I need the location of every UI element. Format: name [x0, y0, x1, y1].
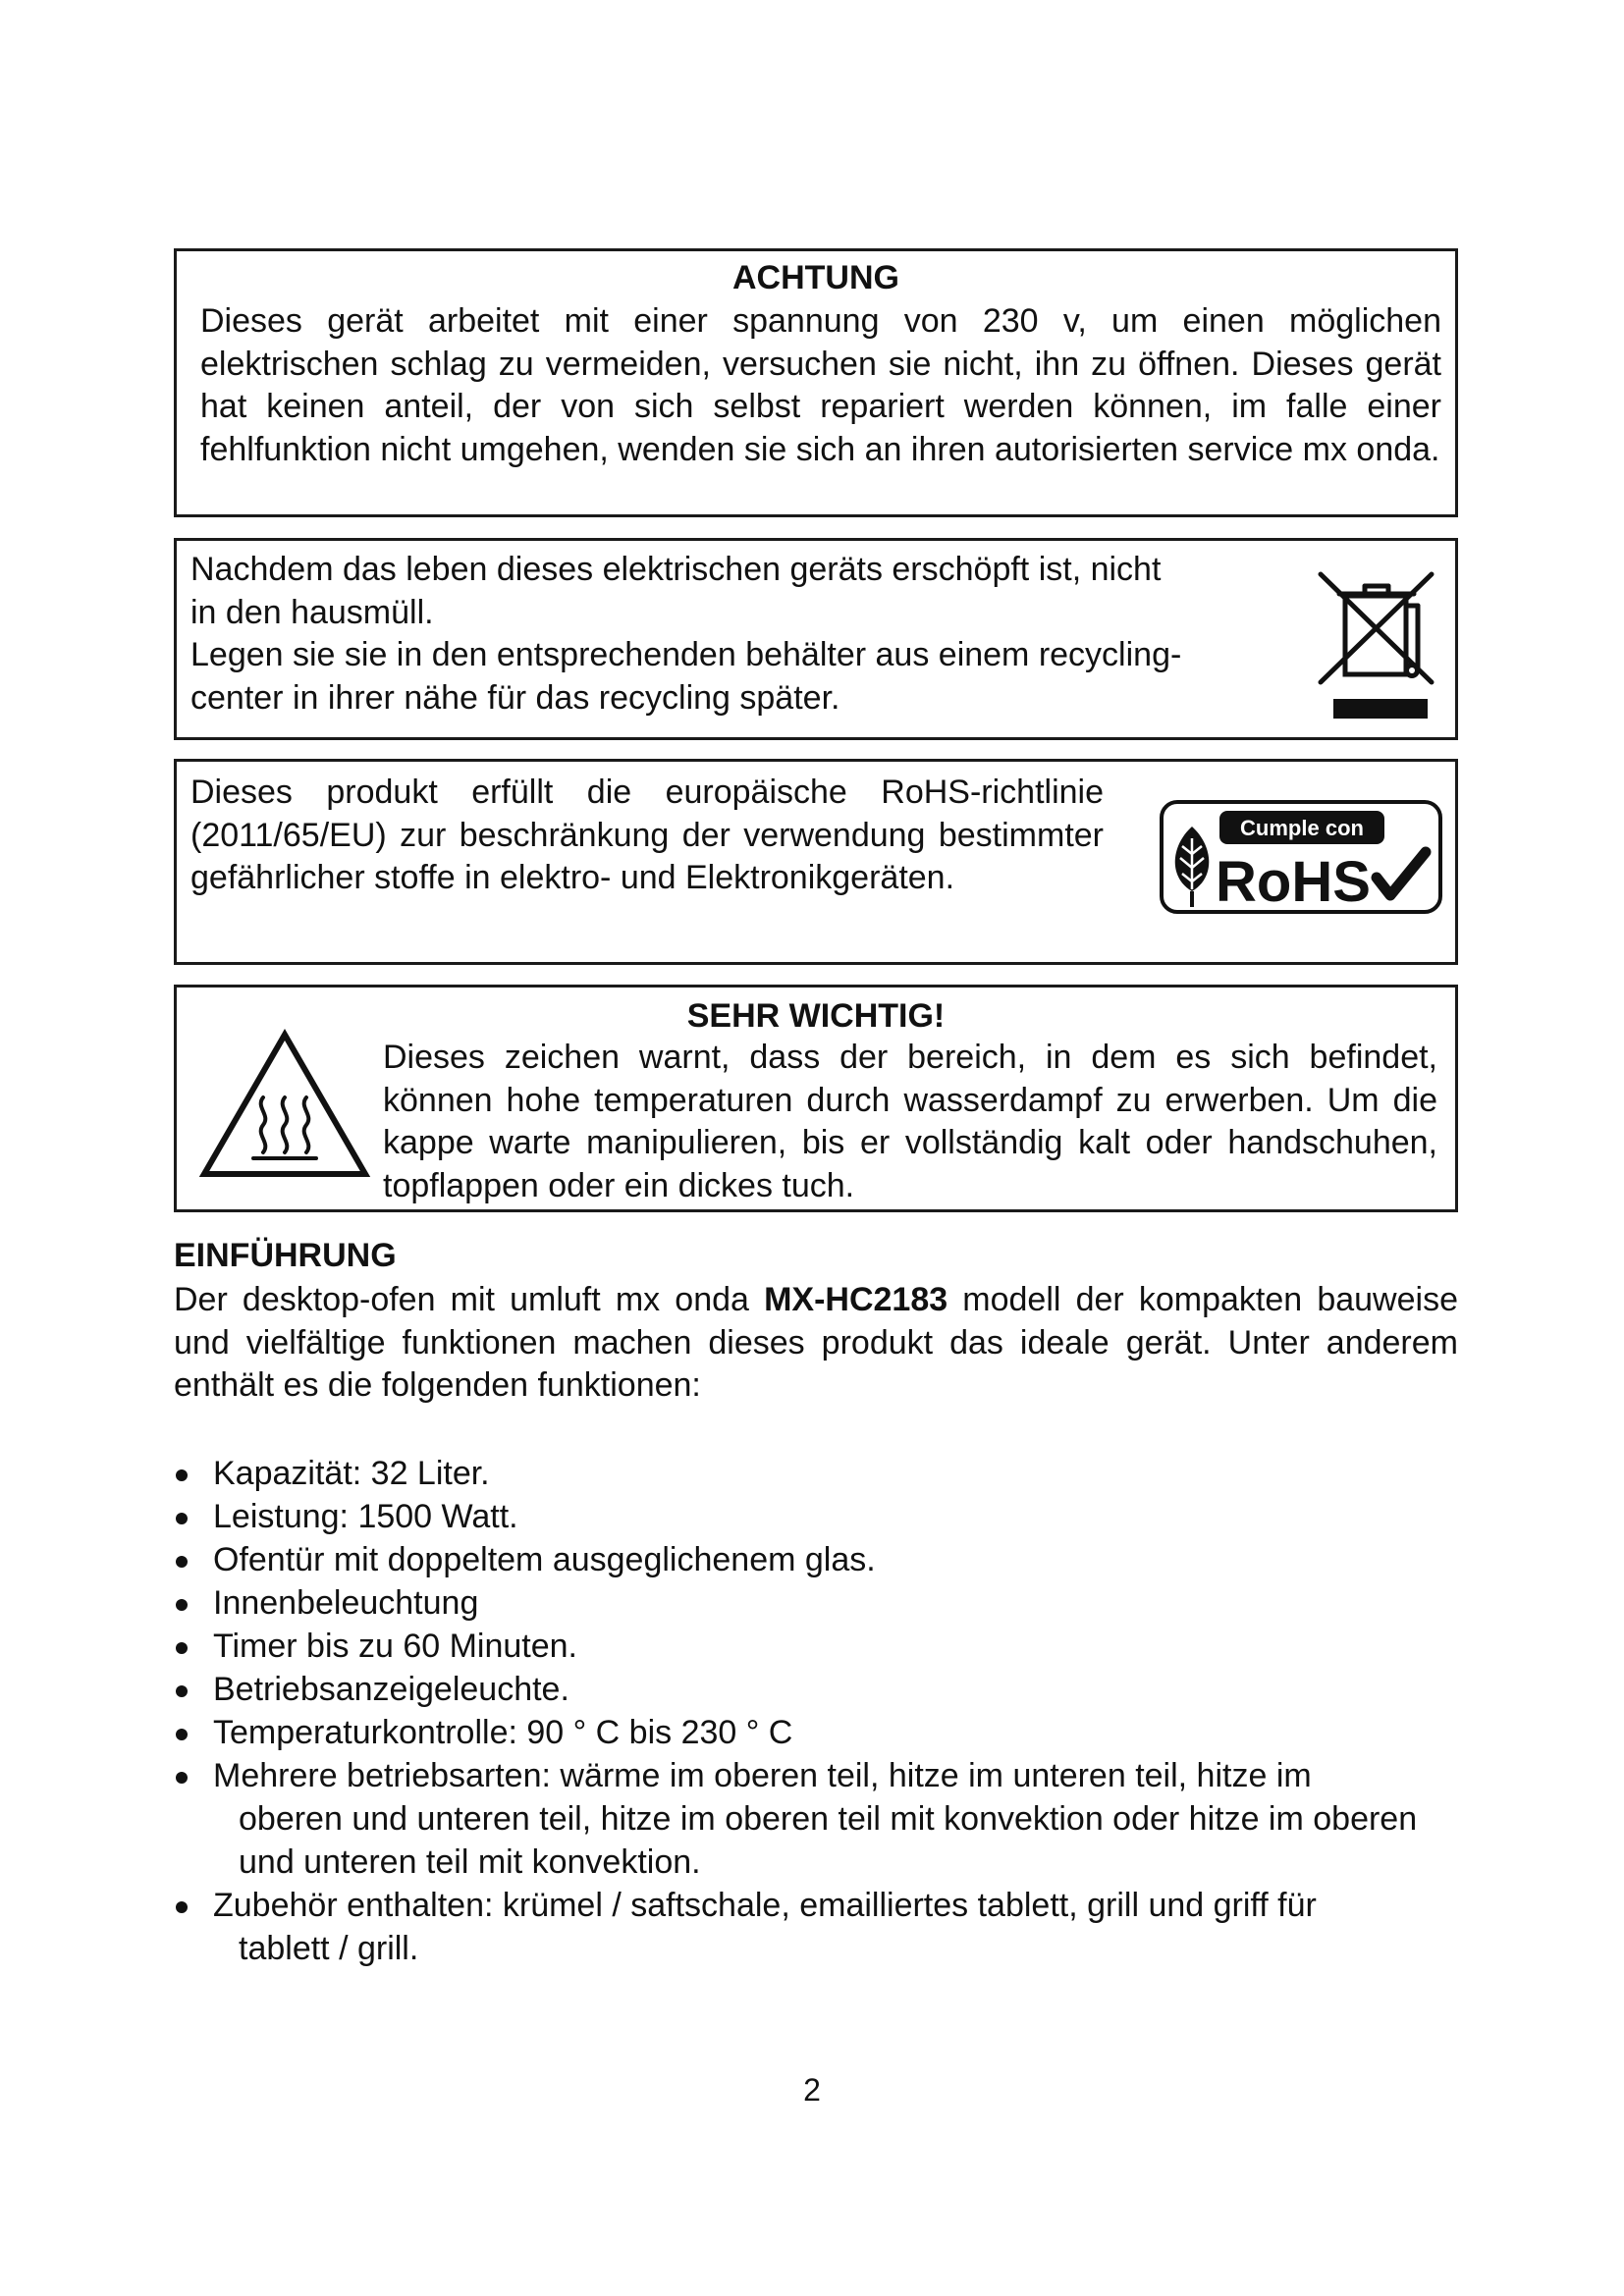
rohs-leaf-check-logo — [1159, 799, 1443, 915]
recycling-line-1: Nachdem das leben dieses elektrischen geräts erschöpft ist, nicht — [190, 551, 1162, 588]
recycling-text — [190, 549, 1329, 720]
bullet-icon — [176, 1729, 188, 1740]
feature-item: Temperaturkontrolle: 90 ° C bis 230 ° C — [174, 1711, 1460, 1754]
feature-item: Kapazität: 32 Liter. — [174, 1452, 1460, 1495]
rohs-compliance-box — [174, 759, 1458, 965]
crossed-out-wheelie-bin-icon — [1306, 566, 1453, 723]
bullet-icon — [176, 1469, 188, 1481]
feature-item: Timer bis zu 60 Minuten. — [174, 1625, 1460, 1668]
achtung-warning-box — [174, 248, 1458, 517]
bullet-icon — [176, 1513, 188, 1524]
sehr-wichtig-warning-box — [174, 985, 1458, 1212]
sehr-wichtig-title: SEHR WICHTIG! — [686, 997, 946, 1035]
achtung-title: ACHTUNG — [732, 259, 899, 296]
intro-heading: EINFÜHRUNG — [174, 1237, 397, 1274]
hot-surface-warning-icon — [196, 1027, 373, 1184]
rohs-logo-badge: Cumple con — [1240, 816, 1364, 840]
recycling-line-2: in den hausmüll. — [190, 593, 434, 631]
feature-item: Betriebsanzeigeleuchte. — [174, 1668, 1460, 1711]
achtung-text: Dieses gerät arbeitet mit einer spannung von 230 v, um einen möglichen elektrischen schlag zu vermeiden, versuchen sie nicht, ihn zu öffnen. Dieses gerät hat keinen anteil, der von sich selbst repariert werden können, im falle einer fehlfunktion nicht umgehen, wenden sie sich an ihren autorisierten service mx onda. — [200, 302, 1441, 468]
feature-item: Zubehör enthalten: krümel / saftschale, emailliertes tablett, grill und griff für tablett / grill. — [174, 1884, 1460, 1970]
bullet-icon — [176, 1685, 188, 1697]
bullet-icon — [176, 1556, 188, 1568]
rohs-text: Dieses produkt erfüllt die europäische RoHS-richtlinie (2011/65/EU) zur beschränkung der verwendung bestimmter gefährlicher stoffe in elektro- und Elektronikgeräten. — [190, 774, 1104, 896]
recycling-line-4: center in ihrer nähe für das recycling später. — [190, 678, 840, 717]
page-number: 2 — [803, 2072, 821, 2108]
intro-text-end: modell der kompakten bauweise und vielfältige funktionen machen dieses produkt das ideale gerät. Unter anderem enthält es die folgenden funktionen: — [174, 1281, 1458, 1404]
bullet-icon — [176, 1772, 188, 1784]
feature-item: Ofentür mit doppeltem ausgeglichenem glas. — [174, 1538, 1460, 1581]
feature-item: Innenbeleuchtung — [174, 1581, 1460, 1625]
feature-item: Mehrere betriebsarten: wärme im oberen teil, hitze im unteren teil, hitze im oberen und unteren teil, hitze im oberen teil mit konvektion oder hitze im oberen und unteren teil mit konvektion. — [174, 1754, 1460, 1884]
bullet-icon — [176, 1901, 188, 1913]
rohs-logo-text: RoHS — [1216, 850, 1371, 914]
sehr-wichtig-text: Dieses zeichen warnt, dass der bereich, in dem es sich befindet, können hohe temperaturen durch wasserdampf zu erwerben. Um die kappe warte manipulieren, bis er vollständig kalt oder handschuhen, topflappen oder ein dickes tuch. — [383, 1039, 1437, 1204]
recycling-line-3: Legen sie sie in den entsprechenden behälter aus einem recycling- — [190, 636, 1182, 673]
intro-text — [174, 1279, 1458, 1408]
bullet-icon — [176, 1599, 188, 1611]
intro-text-start: Der desktop-ofen mit umluft mx onda — [174, 1281, 765, 1318]
recycling-notice-box — [174, 538, 1458, 740]
feature-list — [174, 1452, 1460, 1970]
feature-item: Leistung: 1500 Watt. — [174, 1495, 1460, 1538]
bullet-icon — [176, 1642, 188, 1654]
model-number: MX-HC2183 — [764, 1281, 948, 1318]
